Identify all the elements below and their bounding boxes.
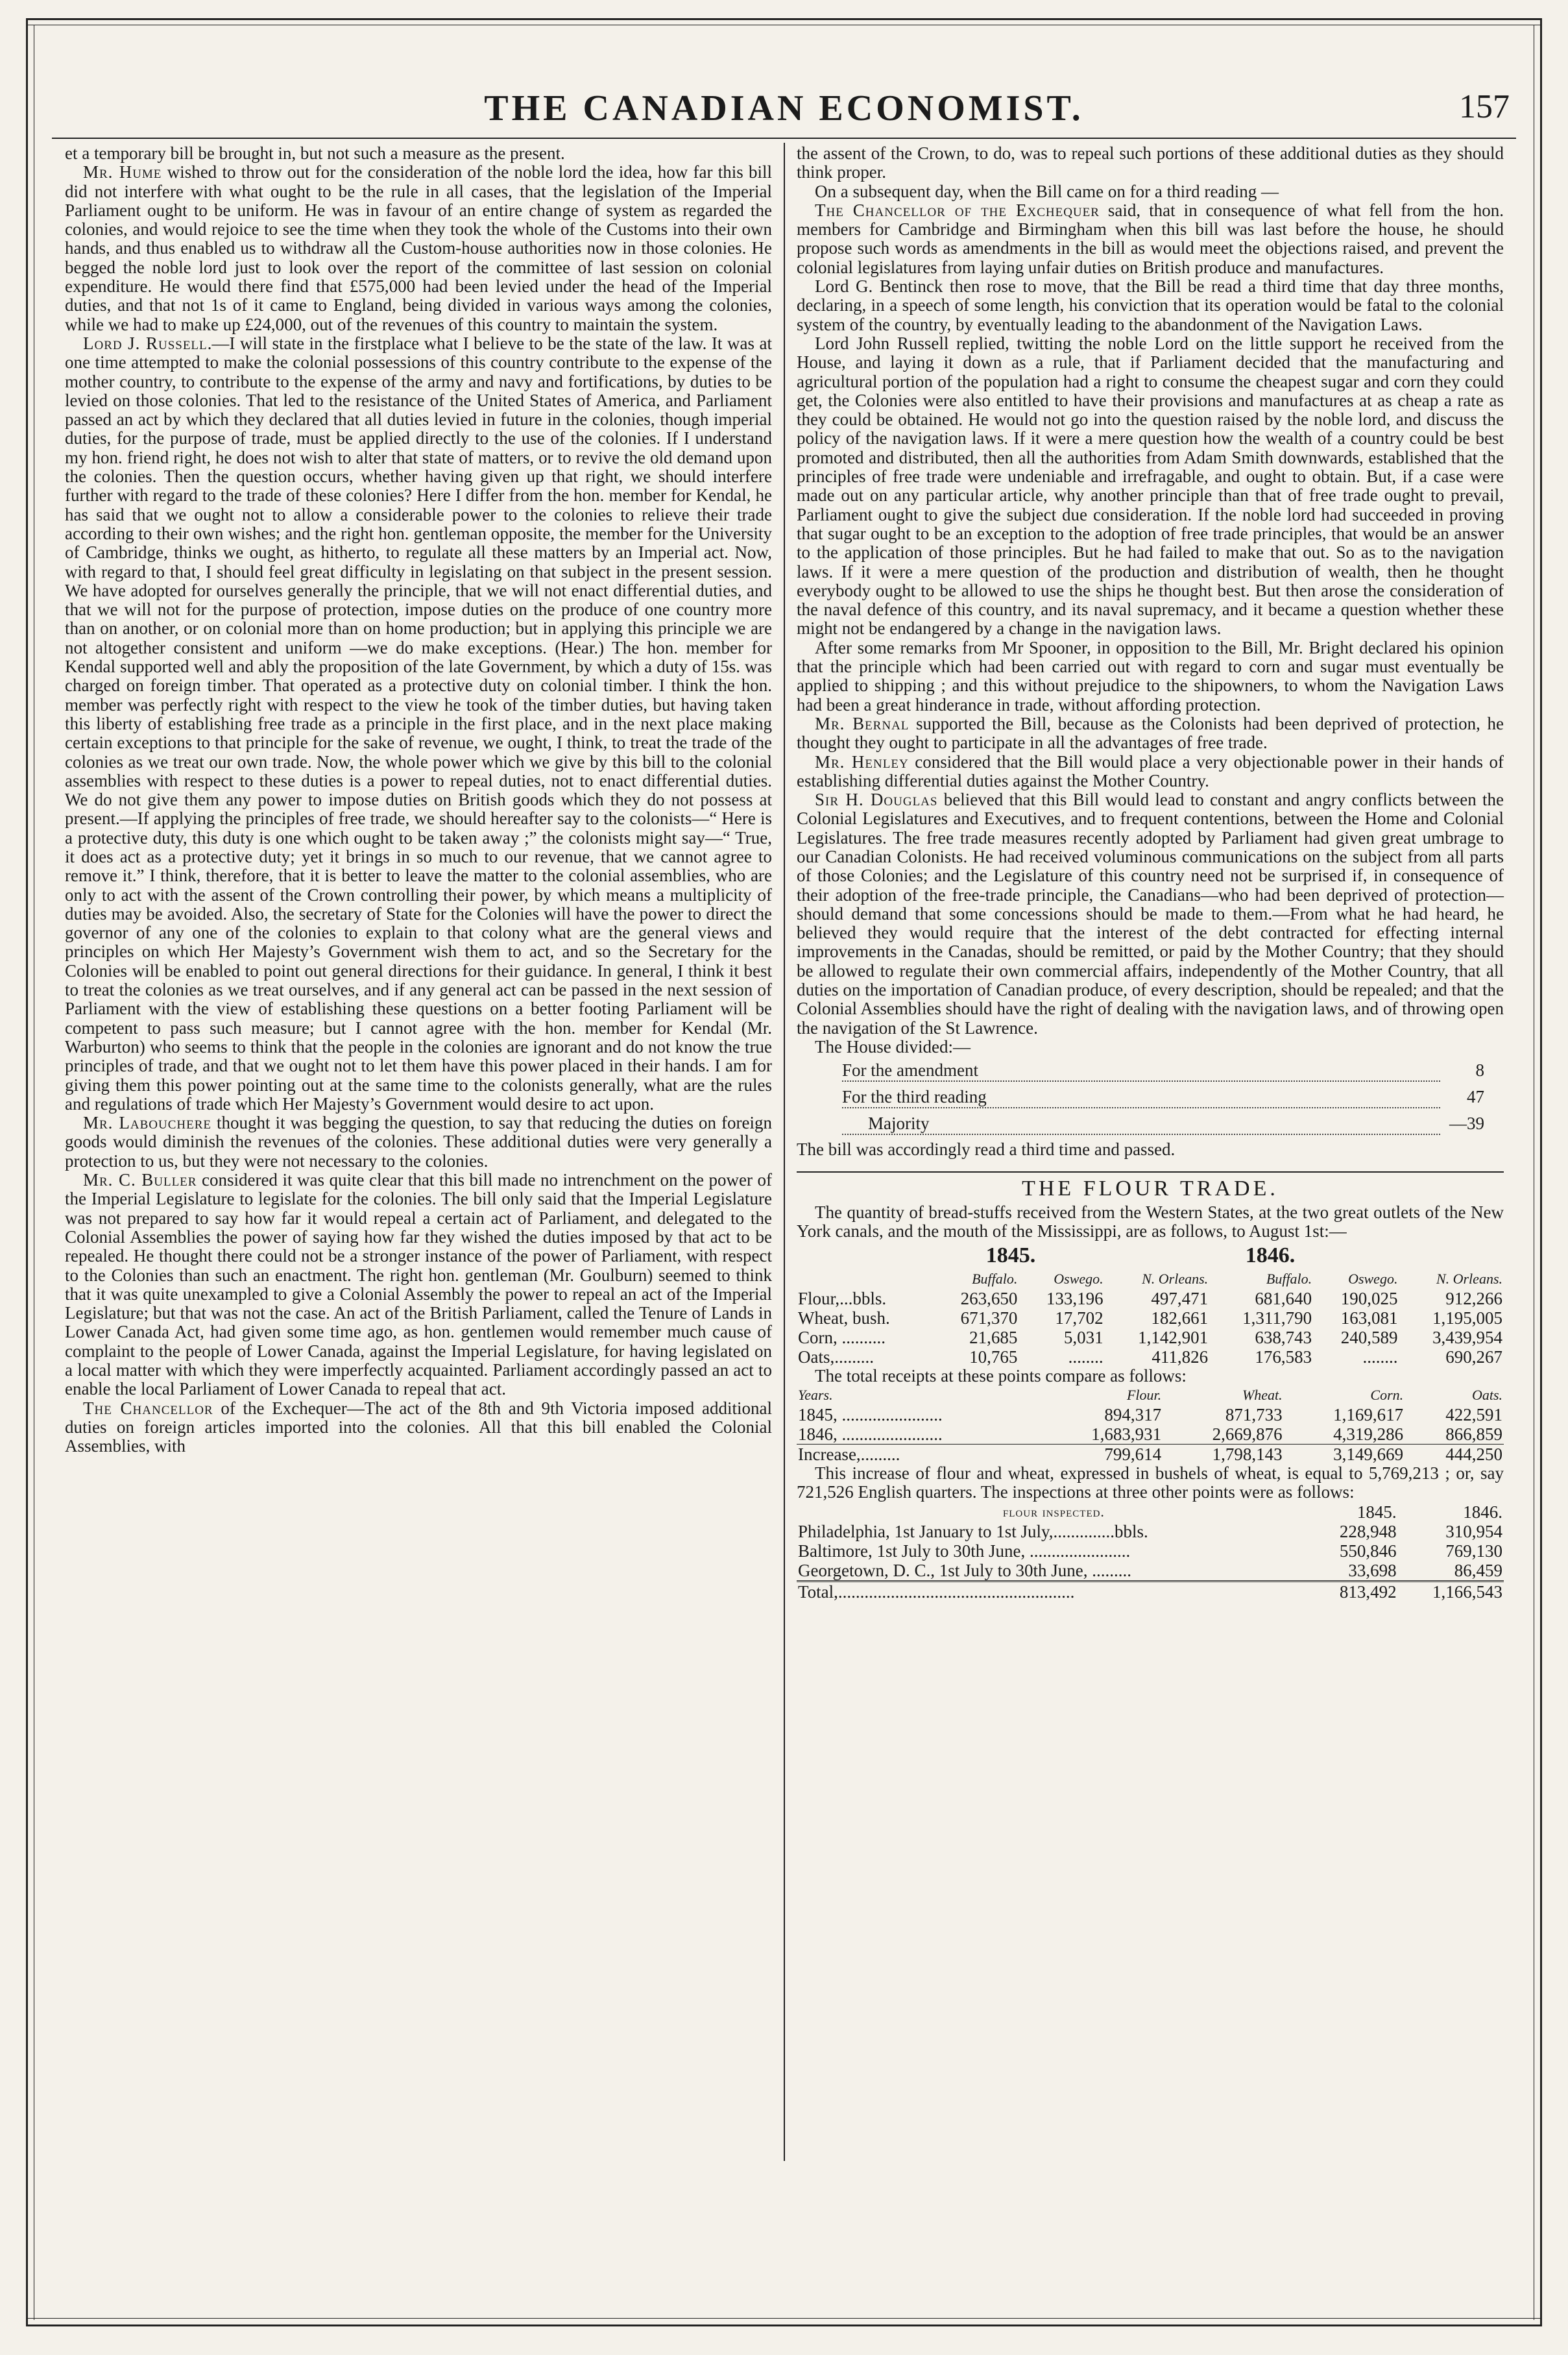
table-row (797, 1424, 1504, 1445)
page-number: 157 (1459, 88, 1510, 125)
inspections-table (797, 1502, 1504, 1602)
table-cell: 912,266 (1445, 1288, 1502, 1308)
table-row (797, 1289, 1504, 1308)
table-header-cell: Oswego. (1348, 1270, 1398, 1287)
section-rule (797, 1171, 1504, 1173)
header-rule (52, 138, 1516, 139)
table-row (797, 1541, 1504, 1561)
left-column (65, 144, 772, 1456)
paragraph (65, 334, 772, 1114)
paragraph-text: supported the Bill, because as the Colonists had been deprived of protection, he thought they ought to participate in all the advantages of free trade. (797, 713, 1504, 753)
table-header-row (797, 1269, 1504, 1289)
table-cell: 228,948 (1339, 1521, 1397, 1541)
table-cell: 176,583 (1255, 1347, 1312, 1367)
table-header-cell: Wheat. (1242, 1387, 1283, 1404)
table-row-label: Georgetown, D. C., 1st July to 30th June, ......... (798, 1560, 1131, 1580)
table-row-label: 1845, ....................... (798, 1405, 943, 1425)
table-header-cell: Buffalo. (972, 1270, 1018, 1287)
paragraph: The House divided:— (815, 1036, 971, 1056)
paragraph (65, 1399, 772, 1456)
paragraph-text: of the Exchequer—The act of the 8th and 9th Victoria imposed additional duties on foreign articles imported into the colonies. All that this bill enabled the Colonial Assemblies, with (65, 1398, 772, 1456)
paragraph: Lord John Russell replied, twitting the noble Lord on the little support he received from the House, and laying it down as a rule, that if Parliament decided that the manufacturing and agricultural portion of the population had a right to consume the cheapest sugar and corn they could get, the Colonies were also entitled to have their provisions and manufactures at as cheap a rate as they could be obtained. He would not go into the question raised by the noble lord, and discuss the policy of the navigation laws. If it were a mere question how the wealth of a country could be best promoted and distributed, then all the authorities from Adam Smith downwards, established that the principles of free trade were undeniable and irrefragable, and ought to obtain. But, if a case were made out on any particular article, why another principle than that of free trade ought to prevail, Parliament ought to give the subject due consideration. If the noble lord had succeeded in proving that sugar ought to be an exception to the adoption of free trade principles, that would be an answer to the application of those principles. But he had failed to make that out. So as to the navigation laws. If it were a mere question of the production and distribution of wealth, then he thought everybody ought to be allowed to use the ships he thought best. But then arose the consideration of the naval defence of this country, and its naval supremacy, and it became a question whether these might not be endangered by a change in the navigation laws. (797, 333, 1504, 639)
paragraph-text: wished to throw out for the consideration of the noble lord the idea, how far this bill did not interfere with what ought to be the rule in all cases, that the legislation of the Imperial Parliament ought to be uniform. He was in favour of an entire change of system as regarded the colonies, and would rejoice to see the time when they took the whole of the Customs into their own hands, and thus enabled us to withdraw all the Custom-house authorities now in those colonies. He begged the noble lord just to look over the report of the committee of last session on colonial expenditure. He would there find that £575,000 had been levied under the head of the Imperial duties, and that not 1s of it came to England, being divided in various ways among the colonies, while we had to make up £24,000, out of the revenues of this country to maintain the system. (65, 162, 772, 334)
table-cell: 866,859 (1445, 1424, 1502, 1445)
table-cell: 769,130 (1445, 1541, 1502, 1561)
table-cell: 1,142,901 (1138, 1327, 1209, 1347)
table-cell: 1,311,790 (1242, 1308, 1312, 1328)
table-header-cell: Oats. (1471, 1387, 1502, 1404)
division-label: Majority (842, 1114, 1440, 1135)
table-row-label: Wheat, bush. (798, 1308, 890, 1328)
table-cell: 86,459 (1454, 1560, 1502, 1580)
table-header-cell: N. Orleans. (1436, 1270, 1502, 1287)
table-cell: 871,733 (1225, 1405, 1283, 1425)
table-cell: 671,370 (960, 1308, 1018, 1328)
table-cell: 133,196 (1046, 1288, 1104, 1308)
frame-rule-bottom-inner (26, 2318, 1542, 2319)
table-cell: 422,591 (1445, 1405, 1502, 1425)
table-row (797, 1328, 1504, 1347)
paragraph: The total receipts at these points compare as follows: (815, 1365, 1187, 1385)
table-header-cell: flour inspected. (1002, 1503, 1105, 1520)
table-cell: 4,319,286 (1333, 1424, 1404, 1445)
paragraph-text: considered it was quite clear that this bill made no intrenchment on the power of the Imperial Legislature to legislate for the colonies. The bill only said that the Imperial Legislature was not prepared to say how far it would repeal a certain act of Parliament, and delegated to the Colonial Assemblies the power of saying how far they wished the duties imposed by that act to be repealed. He thought there could not be a stronger instance of the power of Parliament, with respect to the Colonies than such an enactment. The right hon. gentleman (Mr. Goulburn) seemed to think that it was quite unexampled to give a Colonial Assembly the power to repeal an act of the Imperial Legislature; but that was not the case. An act of the British Parliament, called the Tenure of Lands in Lower Canada Act, had given some time ago, as hon. gentlemen would remember much cause of complaint to the people of Lower Canada, against the Imperial Legislature, for having legislated on a local matter with which they were imperfectly acquainted. Parliament accordingly passed an act to enable the local Parliament of Lower Canada to repeal that act. (65, 1170, 772, 1399)
table-cell: 3,439,954 (1432, 1327, 1502, 1347)
receipts-table (797, 1269, 1504, 1367)
table-row-label: Baltimore, 1st July to 30th June, ....................... (798, 1541, 1131, 1561)
table-row-label: Flour,...bbls. (798, 1288, 887, 1308)
paragraph (797, 201, 1504, 277)
table-cell: 799,614 (1042, 1445, 1163, 1465)
frame-rule-top (26, 18, 1542, 20)
division-label: For the third reading (842, 1087, 1440, 1108)
table-cell: 638,743 (1255, 1327, 1312, 1347)
table-cell: 2,669,876 (1212, 1424, 1283, 1445)
table-row-increase (797, 1445, 1504, 1465)
division-value: 47 (1467, 1087, 1484, 1107)
table-cell: ........ (1068, 1347, 1104, 1367)
speaker-name: The Chancellor (83, 1398, 213, 1418)
table-cell: 17,702 (1055, 1308, 1104, 1328)
paragraph: On a subsequent day, when the Bill came on for a third reading — (815, 181, 1279, 201)
paragraph-text: .—I will state in the firstplace what I believe to be the state of the law. It was at one time attempted to make the colonial possessions of this country contribute to the expense of the mother country, to contribute to the expense of the army and navy and fortifications, by duties to be levied on those colonies. That led to the resistance of the United States of America, and Parliament passed an act by which they declared that all duties levied in future in the colonies, though imperial duties, for the purpose of trade, must be applied directly to the use of the colonies. If I understand my hon. friend right, he does not wish to alter that state of matters, or to revive the old demand upon the colonies. Then the question occurs, whether having given up that right, we should interfere further with regard to the trade of these colonies? Here I differ from the hon. member for Kendal, he has said that we ought not to allow a considerable power to the colonies to relieve their trade according to their own wishes; and the right hon. gentleman opposite, the member for the University of Cambridge, thinks we ought, as hitherto, to regulate all these matters by an Imperial act. Now, with regard to that, I should feel great difficulty in legislating on that subject in the present session. We have adopted for ourselves generally the principle, that we will not enact differential duties, and that we will not for the purpose of protection, impose duties on the produce of one country more than on another, or on colonial more than on home production; but in applying this principle we are not altogether consistent and uniform —we do make exceptions. (Hear.) The hon. member for Kendal supported well and ably the proposition of the late Government, by which a duty of 15s. was charged on foreign timber. That operated as a protective duty on colonial timber. I think the hon. member was perfectly right with respect to the view he took of the timber duties, but having taken this liberty of establishing free trade as a principle in the first place, and in the next place making certain exceptions to that principle for the sake of revenue, we ought, I think, to treat the trade of the colonies as we treat our own trade. Now, the whole power which we give by this bill to the colonial assemblies with respect to these duties is a power to repeal duties, not to enact differential duties. We do not give them any power to impose duties on British goods which they do not possess at present.—If applying the principles of free trade, we should hereafter say to the colonists—“ Here is a protective duty, this duty is one which ought to be taken away ;” the colonists might say—“ True, it does act as a protective duty; yet it brings in so much to our revenue, that we cannot agree to remove it.” I think, therefore, that it is better to leave the matter to the colonial assemblies, who are only to act with the assent of the Crown controlling their power, by which means a multiplicity of duties may be avoided. Also, the secretary of State for the Colonies will have the power to direct the governor of any one of the colonies to explain to that colony what are the general views and principles on which Her Majesty’s Government wish them to act, and so the Secretary for the Colonies will be enabled to point out general directions for their guidance. In general, I think it best to treat the colonies as we treat ourselves, and if any general act can be passed in the next session of Parliament with the view of establishing these questions on a better footing Parliament will be competent to pass such measure; but I cannot agree with the hon. member for Kendal (Mr. Warburton) who seems to think that the people in the colonies are ignorant and do not know the true principles of trade, and that we ought not to let them have this power placed in their hands. I am for giving them this power pointing out at the same time to the colonists generally, what are the rules and regulations of trade which Her Majesty’s Government would desire to act upon. (65, 333, 773, 1114)
table-row-total (797, 1581, 1504, 1602)
paragraph: The quantity of bread-stuffs received from the Western States, at the two great outlets of the New York canals, and the mouth of the Mississippi, are as follows, to August 1st:— (797, 1202, 1504, 1241)
table-header-cell (797, 1269, 933, 1289)
speaker-name: Mr. Hume (83, 162, 162, 182)
table-row-label: 1846, ....................... (798, 1424, 943, 1445)
table-cell: 1,166,543 (1398, 1581, 1504, 1602)
table-cell: 182,661 (1151, 1308, 1209, 1328)
year-heading: 1845. (985, 1243, 1036, 1268)
paragraph: This increase of flour and wheat, expressed in bushels of wheat, is equal to 5,769,213 ; or, say 721,526 English quarters. The inspections at three other points were as follows: (797, 1463, 1504, 1502)
table-cell: 310,954 (1445, 1521, 1502, 1541)
table-cell: 1,683,931 (1091, 1424, 1162, 1445)
page-header (52, 88, 1516, 133)
table-row (797, 1405, 1504, 1424)
table-cell: 1,195,005 (1432, 1308, 1502, 1328)
paragraph: Lord G. Bentinck then rose to move, that the Bill be read a third time that day three months, declaring, in a speech of some length, his conviction that its operation would be fatal to the colonial system of the country, by eventually leading to the abandonment of the Navigation Laws. (797, 276, 1504, 334)
speaker-name: Sir H. Douglas (815, 790, 938, 810)
division-label: For the amendment (842, 1060, 1440, 1082)
paragraph-text: thought it was begging the question, to say that reducing the duties on foreign goods would diminish the revenues of the colonies. These additional duties were very generally a protection to us, but they were not necessary to the colonies. (65, 1113, 772, 1171)
paragraph (65, 1114, 772, 1171)
division-row (797, 1114, 1504, 1140)
table-cell: 263,650 (960, 1288, 1018, 1308)
table-header-row (797, 1385, 1504, 1405)
table-header-cell: Flour. (1126, 1387, 1162, 1404)
table-header-cell: N. Orleans. (1142, 1270, 1209, 1287)
speaker-name: Mr. C. Buller (83, 1170, 197, 1190)
table-cell: 163,081 (1340, 1308, 1398, 1328)
section-title: THE FLOUR TRADE. (1022, 1176, 1279, 1201)
division-value: —39 (1449, 1114, 1484, 1134)
paragraph (797, 714, 1504, 753)
table-row (797, 1561, 1504, 1581)
table-cell: ........ (1362, 1347, 1398, 1367)
paragraph: et a temporary bill be brought in, but not such a measure as the present. (65, 143, 565, 163)
table-row-label: Increase,......... (797, 1445, 1042, 1465)
table-cell: 21,685 (969, 1327, 1018, 1347)
table-cell: 550,846 (1339, 1541, 1397, 1561)
table-cell: 1,169,617 (1333, 1405, 1404, 1425)
frame-rule-right (1540, 18, 1542, 2326)
table-row-label: Corn, .......... (798, 1327, 886, 1347)
totals-table (797, 1385, 1504, 1464)
year-headings (881, 1243, 1400, 1268)
table-cell: 190,025 (1340, 1288, 1398, 1308)
table-cell: 1,798,143 (1163, 1445, 1284, 1465)
paragraph (65, 163, 772, 334)
table-header-cell: Years. (798, 1387, 833, 1404)
division-row (797, 1060, 1504, 1087)
speaker-name: Mr. Labouchere (83, 1113, 212, 1133)
frame-rule-bottom (26, 2324, 1542, 2326)
speaker-name: The Chancellor of the Exchequer (815, 200, 1100, 220)
table-cell: 3,149,669 (1284, 1445, 1405, 1465)
paragraph: The bill was accordingly read a third time and passed. (797, 1140, 1176, 1160)
table-row-label: Oats,......... (798, 1347, 874, 1367)
table-cell: 10,765 (969, 1347, 1018, 1367)
paragraph: the assent of the Crown, to do, was to repeal such portions of these additional duties as they should think proper. (797, 143, 1504, 182)
speaker-name: Mr. Bernal (815, 713, 910, 733)
table-cell: 690,267 (1445, 1347, 1502, 1367)
paragraph (797, 790, 1504, 1038)
table-cell: 813,492 (1311, 1581, 1398, 1602)
table-header-cell: Corn. (1370, 1387, 1404, 1404)
year-heading: 1846. (1245, 1243, 1296, 1268)
frame-rule-left (26, 18, 28, 2326)
table-header-cell: Buffalo. (1266, 1270, 1312, 1287)
paragraph-text: believed that this Bill would lead to constant and angry conflicts between the Colonial Legislatures and Executives, and to frequent contentions, between the Home and Colonial Legislatures. The free trade measures recently adopted by Parliament had given great umbrage to our Canadian Colonists. He had received voluminous communications on the subject from all parts of those Colonies; and the Legislature of this country need not be surprised if, in consequence of their adoption of the free-trade principle, the Canadians—who had been deprived of protection—should demand that some concessions should be made to them.—From what he had heard, he believed they would require that the interest of the debt contracted for effecting internal improvements in the Canadas, should be remitted, or paid by the Mother Country; that they should be allowed to regulate their own commercial affairs, independently of the Mother Country, that all duties on the importation of Canadian produce, of every description, should be repealed; and that the Colonial Assemblies should have the right of dealing with the navigation laws, and of throwing open the navigation of the St Lawrence. (797, 790, 1504, 1038)
table-row (797, 1308, 1504, 1328)
division-value: 8 (1475, 1060, 1484, 1080)
speaker-name: Lord J. Russell (83, 333, 208, 353)
column-divider (784, 143, 785, 2161)
table-header-cell: 1846. (1463, 1502, 1502, 1522)
table-row-label: Philadelphia, 1st January to 1st July,..............bbls. (798, 1521, 1148, 1541)
paragraph (797, 753, 1504, 791)
division-results (797, 1060, 1504, 1140)
table-header-cell: Oswego. (1054, 1270, 1104, 1287)
table-row-label: Total,...................................................... (797, 1581, 1311, 1602)
table-cell: 681,640 (1255, 1288, 1312, 1308)
masthead-title: THE CANADIAN ECONOMIST. (484, 88, 1084, 128)
paragraph-text: considered that the Bill would place a very objectionable power in their hands of establishing differential duties against the Mother Country. (797, 751, 1504, 790)
table-row (797, 1522, 1504, 1541)
table-cell: 5,031 (1063, 1327, 1104, 1347)
table-header-row (797, 1502, 1504, 1522)
table-row (797, 1347, 1504, 1367)
table-cell: 240,589 (1340, 1327, 1398, 1347)
paragraph (65, 1171, 772, 1399)
table-cell: 497,471 (1151, 1288, 1209, 1308)
division-row (797, 1087, 1504, 1114)
table-cell: 411,826 (1152, 1347, 1209, 1367)
speaker-name: Mr. Henley (815, 751, 909, 772)
table-header-cell: 1845. (1357, 1502, 1397, 1522)
table-cell: 33,698 (1348, 1560, 1397, 1580)
table-cell: 444,250 (1405, 1445, 1504, 1465)
right-column (797, 144, 1504, 1602)
table-cell: 894,317 (1104, 1405, 1162, 1425)
paragraph-text: said, that in consequence of what fell from the hon. members for Cambridge and Birmingham when this bill was last before the house, he should propose such words as amendments in the bill as would meet the objections raised, and prevent the colonial legislatures from laying unfair duties on British produce and manufactures. (797, 200, 1504, 277)
paragraph: After some remarks from Mr Spooner, in opposition to the Bill, Mr. Bright declared his opinion that the principle which had been carried out with regard to corn and sugar must eventually be applied to shipping ; and this without prejudice to the shipowners, to whom the Navigation Laws had been a great hinderance in trade, without affording protection. (797, 637, 1504, 714)
